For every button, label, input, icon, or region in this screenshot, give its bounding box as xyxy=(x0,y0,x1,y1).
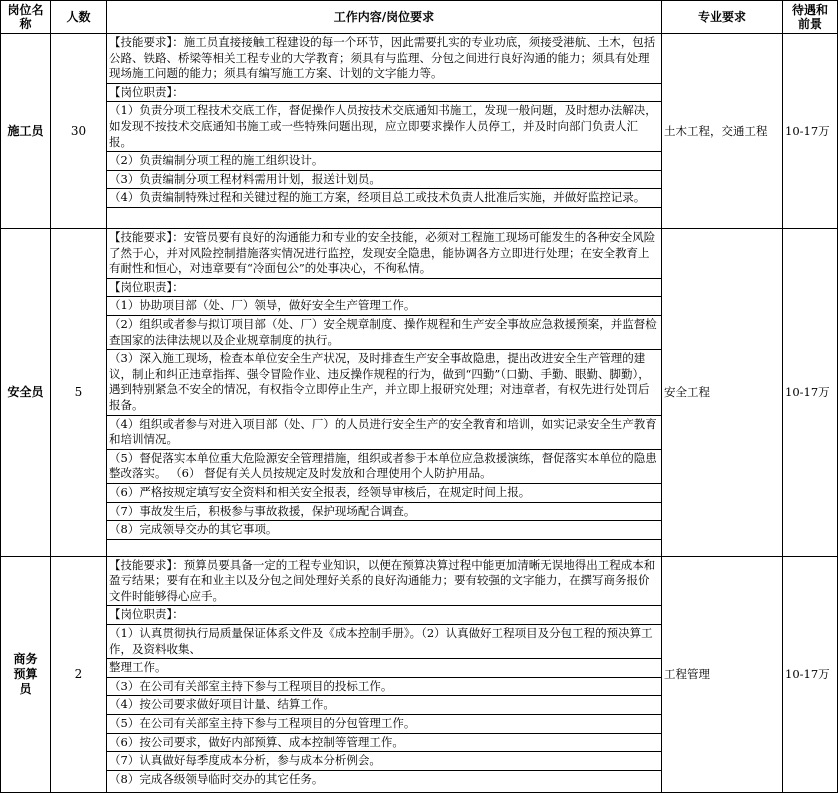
skill-requirement: 【技能要求】：施工员直接接触工程建设的每一个环节，因此需要扎实的专业功底，须接受港航、土木，包括公路、铁路、桥梁等相关工程专业的大学教育；须具有与监理、分包之间进行良好沟通的能力；须具有处理现场施工问题的能力；须具有编写施工方案、计划的文字能力等。 xyxy=(107,34,661,84)
skill-requirement: 【技能要求】：安管员要有良好的沟通能力和专业的安全技能，必须对工程施工现场可能发生的各种安全风险了然于心，并对风险控制措施落实情况进行监控，发现安全隐患，能协调各方立即进行处理；在安全教育上有耐性和恒心，对违章要有“冷面包公”的处事决心，不徇私情。 xyxy=(107,229,661,279)
duty-item: （6）严格按规定填写安全资料和相关安全报表，经领导审核后，在规定时间上报。 xyxy=(107,484,661,503)
duty-item: （3）负责编制分项工程材料需用计划，报送计划员。 xyxy=(107,171,661,190)
table-row xyxy=(1,556,838,792)
count-cell: 5 xyxy=(51,229,107,557)
duty-item: （5）在公司有关部室主持下参与工程项目的分包管理工作。 xyxy=(107,715,661,734)
duty-item: （2）组织或者参与拟订项目部（处、厂）安全规章制度、操作规程和生产安全事故应急救援预案，并监督检查国家的法律法规以及企业规章制度的执行。 xyxy=(107,316,661,350)
duty-item: （7）事故发生后，积极参与事故救援，保护现场配合调查。 xyxy=(107,503,661,522)
table-row xyxy=(1,34,838,229)
table-row xyxy=(1,229,838,557)
duty-item: （5）督促落实本单位重大危险源安全管理措施，组织或者参于本单位应急救援演练，督促落实本单位的隐患整改落实。 （6） 督促有关人员按规定及时发放和合理使用个人防护用品。 xyxy=(107,450,661,484)
duty-item: 整理工作。 xyxy=(107,659,661,678)
count-cell: 30 xyxy=(51,34,107,229)
duty-title: 【岗位职责】： xyxy=(107,279,661,298)
major-cell: 土木工程，交通工程 xyxy=(662,34,783,229)
position-cell: 施工员 xyxy=(1,34,51,229)
blank-line xyxy=(107,208,661,224)
pay-cell: 10-17万 xyxy=(783,34,838,229)
duty-title: 【岗位职责】： xyxy=(107,84,661,103)
header-pay: 待遇和前景 xyxy=(783,1,838,34)
duty-item: （4）负责编制特殊过程和关键过程的施工方案，经项目总工或技术负责人批准后实施，并做好监控记录。 xyxy=(107,189,661,208)
header-count: 人数 xyxy=(51,1,107,34)
duty-item: （6）按公司要求，做好内部预算、成本控制等管理工作。 xyxy=(107,734,661,753)
duty-item: （8）完成领导交办的其它事项。 xyxy=(107,521,661,540)
duty-title: 【岗位职责】： xyxy=(107,606,661,625)
duty-item: （1）协助项目部（处、厂）领导，做好安全生产管理工作。 xyxy=(107,297,661,316)
header-position: 岗位名称 xyxy=(1,1,51,34)
count-cell: 2 xyxy=(51,556,107,792)
duty-item: （3）深入施工现场，检查本单位安全生产状况，及时排查生产安全事故隐患，提出改进安全生产管理的建议，制止和纠正违章指挥、强令冒险作业、违反操作规程的行为，做到“四勤”（口勤、手勤、眼勤、脚勤），遇到特别紧急不安全的情况，有权指令立即停止生产，并立即上报研究处理；对违章者，有权先进行处罚后报备。 xyxy=(107,350,661,415)
work-content-cell xyxy=(107,34,662,229)
major-cell: 工程管理 xyxy=(662,556,783,792)
duty-item: （1）负责分项工程技术交底工作，督促操作人员按技术交底通知书施工，发现一般问题，及时想办法解决，如发现不按技术交底通知书施工或一些特殊问题出现，应立即要求操作人员停工，并及时向部门负责人汇报。 xyxy=(107,102,661,152)
pay-cell: 10-17万 xyxy=(783,556,838,792)
position-text: 商务预算员 xyxy=(13,651,38,696)
duty-item: （1）认真贯彻执行局质量保证体系文件及《成本控制手册》。（2）认真做好工程项目及分包工程的预决算工作，及资料收集、 xyxy=(107,625,661,659)
position-cell xyxy=(1,556,51,792)
header-row xyxy=(1,1,838,34)
skill-requirement: 【技能要求】：预算员要具备一定的工程专业知识，以便在预算决算过程中能更加清晰无误地得出工程成本和盈亏结果；要有在和业主以及分包之间处理好关系的良好沟通能力；要有较强的文字能力，在撰写商务报价文件时能够得心应手。 xyxy=(107,557,661,607)
work-content-cell xyxy=(107,556,662,792)
header-content: 工作内容/岗位要求 xyxy=(107,1,662,34)
duty-item: （4）组织或者参与对进入项目部（处、厂）的人员进行安全生产的安全教育和培训，如实记录安全生产教育和培训情况。 xyxy=(107,416,661,450)
pay-cell: 10-17万 xyxy=(783,229,838,557)
duty-item: （2）负责编制分项工程的施工组织设计。 xyxy=(107,152,661,171)
duty-item: （8）完成各级领导临时交办的其它任务。 xyxy=(109,771,324,786)
duty-item: （3）在公司有关部室主持下参与工程项目的投标工作。 xyxy=(107,678,661,697)
duty-item: （4）按公司要求做好项目计量、结算工作。 xyxy=(107,696,661,715)
duty-item: （7）认真做好每季度成本分析，参与成本分析例会。 xyxy=(107,752,661,771)
position-cell: 安全员 xyxy=(1,229,51,557)
major-cell: 安全工程 xyxy=(662,229,783,557)
work-content-cell xyxy=(107,229,662,557)
blank-line xyxy=(107,540,661,556)
header-major: 专业要求 xyxy=(662,1,783,34)
